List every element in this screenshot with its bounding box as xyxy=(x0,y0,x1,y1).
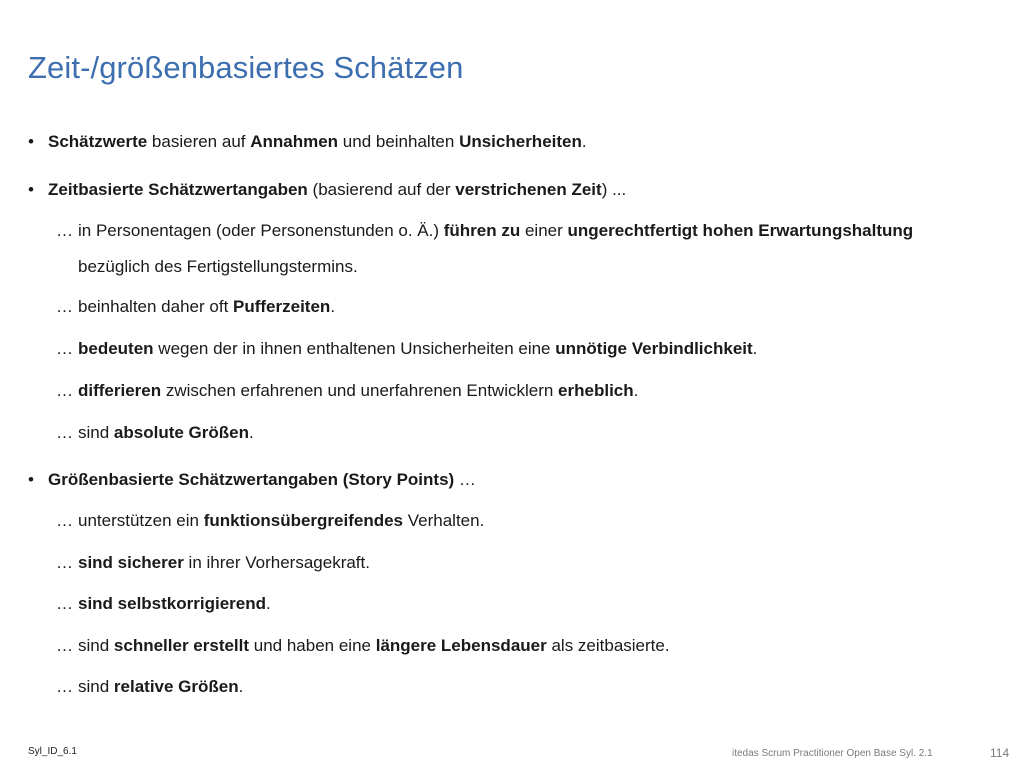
text-segment: ) ... xyxy=(601,180,627,199)
item-text xyxy=(48,179,626,201)
text-segment: als zeitbasierte. xyxy=(546,636,670,655)
item-text xyxy=(78,422,254,444)
ellipsis-marker: … xyxy=(56,381,73,400)
bullet-marker: • xyxy=(28,132,34,151)
item-text xyxy=(78,676,243,698)
ellipsis-marker: … xyxy=(56,221,73,240)
item-text xyxy=(78,510,484,532)
text-segment: und beinhalten xyxy=(338,132,460,151)
ellipsis-marker: … xyxy=(56,553,73,572)
bold-text: verstrichenen Zeit xyxy=(455,180,602,199)
item-text xyxy=(78,220,913,242)
item-text xyxy=(78,256,358,278)
bold-text: führen zu xyxy=(443,221,521,240)
text-segment: . xyxy=(330,297,336,316)
bold-text: schneller erstellt xyxy=(113,636,250,655)
item-text xyxy=(48,131,587,153)
bold-text: erheblich xyxy=(558,381,634,400)
slide-title: Zeit-/größenbasiertes Schätzen xyxy=(28,50,464,85)
text-segment: wegen der in ihnen enthaltenen Unsicherheiten eine xyxy=(153,339,556,358)
bold-text: differieren xyxy=(78,381,162,400)
bold-text: Schätzwerte xyxy=(48,132,148,151)
text-segment: beinhalten daher oft xyxy=(78,297,234,316)
bold-text: bedeuten xyxy=(78,339,154,358)
footer-syllabus-id: Syl_ID_6.1 xyxy=(28,746,77,757)
text-segment: … xyxy=(454,470,476,489)
text-segment: einer xyxy=(520,221,568,240)
text-segment: unterstützen ein xyxy=(78,511,204,530)
bold-text: Zeitbasierte Schätzwertangaben xyxy=(48,180,308,199)
bold-text: sind sicherer xyxy=(78,553,184,572)
bold-text: längere Lebensdauer xyxy=(375,636,547,655)
ellipsis-marker: … xyxy=(56,297,73,316)
bold-text: funktionsübergreifendes xyxy=(203,511,404,530)
bold-text: absolute Größen xyxy=(113,423,249,442)
bold-text: sind selbstkorrigierend xyxy=(78,594,266,613)
item-text xyxy=(78,593,271,615)
item-text xyxy=(78,380,638,402)
text-segment: und haben eine xyxy=(249,636,376,655)
page-number: 114 xyxy=(990,746,1010,760)
ellipsis-marker: … xyxy=(56,423,73,442)
text-segment: zwischen erfahrenen und unerfahrenen Entwicklern xyxy=(161,381,559,400)
text-segment: . xyxy=(752,339,758,358)
text-segment: . xyxy=(238,677,244,696)
item-text xyxy=(78,338,757,360)
text-segment: . xyxy=(581,132,587,151)
footer-source: itedas Scrum Practitioner Open Base Syl. 2.1 xyxy=(732,748,933,759)
ellipsis-marker: … xyxy=(56,511,73,530)
text-segment: . xyxy=(633,381,639,400)
ellipsis-marker: … xyxy=(56,677,73,696)
ellipsis-marker: … xyxy=(56,339,73,358)
bold-text: Pufferzeiten xyxy=(233,297,331,316)
item-text xyxy=(78,552,370,574)
bold-text: relative Größen xyxy=(113,677,239,696)
text-segment: sind xyxy=(78,677,114,696)
item-text xyxy=(78,635,670,657)
text-segment: sind xyxy=(78,636,114,655)
bullet-marker: • xyxy=(28,180,34,199)
bullet-marker: • xyxy=(28,470,34,489)
bold-text: Annahmen xyxy=(250,132,339,151)
bold-text: unnötige Verbindlichkeit xyxy=(555,339,753,358)
text-segment: bezüglich des Fertigstellungstermins. xyxy=(78,257,358,276)
item-text xyxy=(48,469,476,491)
ellipsis-marker: … xyxy=(56,594,73,613)
text-segment: sind xyxy=(78,423,114,442)
bold-text: Größenbasierte Schätzwertangaben (Story Points) xyxy=(48,470,455,489)
item-text xyxy=(78,296,335,318)
text-segment: . xyxy=(249,423,254,442)
text-segment: in Personentagen (oder Personenstunden o. Ä.) xyxy=(78,221,444,240)
text-segment: (basierend auf der xyxy=(307,180,456,199)
text-segment: . xyxy=(266,594,271,613)
ellipsis-marker: … xyxy=(56,636,73,655)
bold-text: Unsicherheiten xyxy=(459,132,582,151)
bold-text: ungerechtfertigt hohen Erwartungshaltung xyxy=(567,221,914,240)
text-segment: Verhalten. xyxy=(403,511,485,530)
text-segment: in ihrer Vorhersagekraft. xyxy=(183,553,370,572)
text-segment: basieren auf xyxy=(147,132,251,151)
